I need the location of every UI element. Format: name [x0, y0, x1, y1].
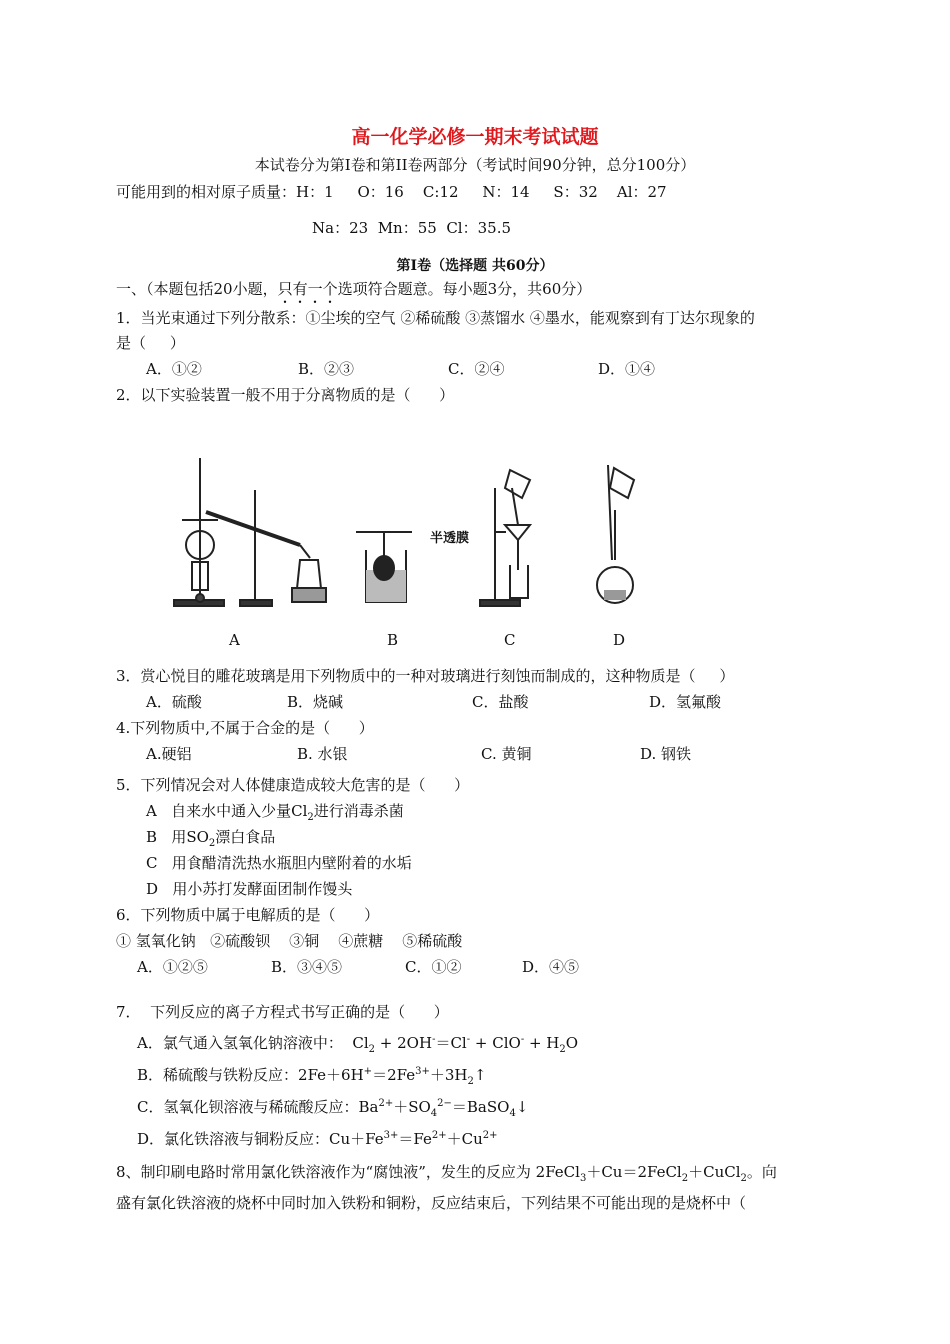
- q7-option-b: B．稀硫酸与铁粉反应：$2Fe+6H^+=2Fe^{3+}+3H_2↑$: [137, 1066, 487, 1087]
- q2-label-a: A: [229, 631, 240, 649]
- q6-option-b: B．③④⑤: [271, 958, 343, 976]
- q7-option-c: C．氢氧化钡溶液与稀硫酸反应：$Ba^{2+}+SO_4^{2-}=BaSO_4↓$: [137, 1098, 529, 1119]
- q4-option-d: D. 钢铁: [640, 745, 692, 763]
- q3-stem: 3．赏心悦目的雕花玻璃是用下列物质中的一种对玻璃进行刻蚀而制成的，这种物质是（ ）: [116, 667, 735, 685]
- q2-label-d: D: [613, 631, 626, 649]
- apparatus-a-distillation: [174, 458, 326, 606]
- q3-option-c: C．盐酸: [472, 693, 529, 711]
- q6-stem: 6．下列物质中属于电解质的是（ ）: [116, 906, 380, 924]
- instr-text-a: 一、（本题包括20小题，: [116, 280, 278, 298]
- q2-label-c: C: [504, 631, 516, 649]
- q5-stem: 5．下列情况会对人体健康造成较大危害的是（ ）: [116, 776, 470, 794]
- q3-option-d: D．氢氟酸: [649, 693, 722, 711]
- instr-text-b: 选项符合题意。每小题3分，共60分）: [337, 280, 592, 298]
- apparatus-b-dialysis: [356, 532, 412, 602]
- q2-label-b: B: [387, 631, 399, 649]
- q2-apparatus-figure: [160, 450, 660, 615]
- q5-option-b: B 用$SO_2$漂白食品: [146, 828, 276, 849]
- q5-option-c: C 用食醋清洗热水瓶胆内壁附着的水垢: [146, 854, 412, 872]
- q4-option-a: A.硬铝: [146, 745, 192, 763]
- q4-option-c: C. 黄铜: [481, 745, 532, 763]
- q1-stem: 1．当光束通过下列分散系：①尘埃的空气 ②稀硫酸 ③蒸馏水 ④墨水，能观察到有丁达尔现象的: [116, 309, 755, 327]
- membrane-label: 半透膜: [430, 531, 470, 546]
- page-title: 高一化学必修一期末考试试题: [351, 126, 599, 148]
- q1-option-d: D．①④: [598, 360, 656, 378]
- q5-option-d: D 用小苏打发酵面团制作馒头: [146, 880, 353, 898]
- atomic-masses-line1: 可能用到的相对原子质量：H：1 O：16 C:12 N：14 S：32 Al：27: [116, 183, 667, 201]
- q7-option-d: D．氯化铁溶液与铜粉反应：$Cu+Fe^{3+}=Fe^{2+}+Cu^{2+}$: [137, 1130, 498, 1148]
- q4-option-b: B. 水银: [297, 745, 348, 763]
- q6-option-d: D．④⑤: [522, 958, 580, 976]
- q2-stem: 2．以下实验装置一般不用于分离物质的是（ ）: [116, 386, 455, 404]
- q6-items: ① 氢氧化钠 ②硫酸钡 ③铜 ④蔗糖 ⑤稀硫酸: [116, 932, 463, 950]
- q1-option-c: C．②④: [448, 360, 505, 378]
- q7-option-a: A．氯气通入氢氧化钠溶液中： $Cl_2 + 2OH^-=Cl^- + ClO^- + H_2O$: [137, 1034, 579, 1055]
- q3-option-a: A．硫酸: [146, 693, 202, 711]
- instr-emphasis: 只有一个: [277, 280, 338, 298]
- q6-option-c: C．①②: [405, 958, 462, 976]
- q1-stem-cont: 是（ ）: [116, 334, 185, 352]
- q3-option-b: B．烧碱: [287, 693, 344, 711]
- q1-option-b: B．②③: [298, 360, 355, 378]
- q8-line1: 8、制印刷电路时常用氯化铁溶液作为“腐蚀液”，发生的反应为 2FeCl$_3$＋Cu＝2FeCl$_2$＋CuCl$_2$。向: [116, 1163, 777, 1184]
- q6-option-a: A．①②⑤: [137, 958, 208, 976]
- apparatus-d-volumetric-flask: [597, 465, 634, 603]
- q1-option-a: A．①②: [146, 360, 202, 378]
- q8-line2: 盛有氯化铁溶液的烧杯中同时加入铁粉和铜粉，反应结束后，下列结果不可能出现的是烧杯中（: [116, 1194, 747, 1212]
- section-heading: 第Ⅰ卷（选择题 共60分）: [396, 258, 554, 274]
- atomic-masses-line2: Na：23 Mn：55 Cl：35.5: [312, 219, 512, 237]
- exam-subtitle: 本试卷分为第I卷和第II卷两部分（考试时间90分钟，总分100分）: [254, 156, 696, 174]
- q7-stem: 7． 下列反应的离子方程式书写正确的是（ ）: [116, 1003, 449, 1021]
- q4-stem: 4.下列物质中,不属于合金的是（ ）: [116, 719, 374, 737]
- section-instructions: [116, 279, 591, 307]
- q5-option-a: A 自来水中通入少量$Cl_2$进行消毒杀菌: [146, 802, 404, 823]
- apparatus-c-filtration: [480, 470, 530, 606]
